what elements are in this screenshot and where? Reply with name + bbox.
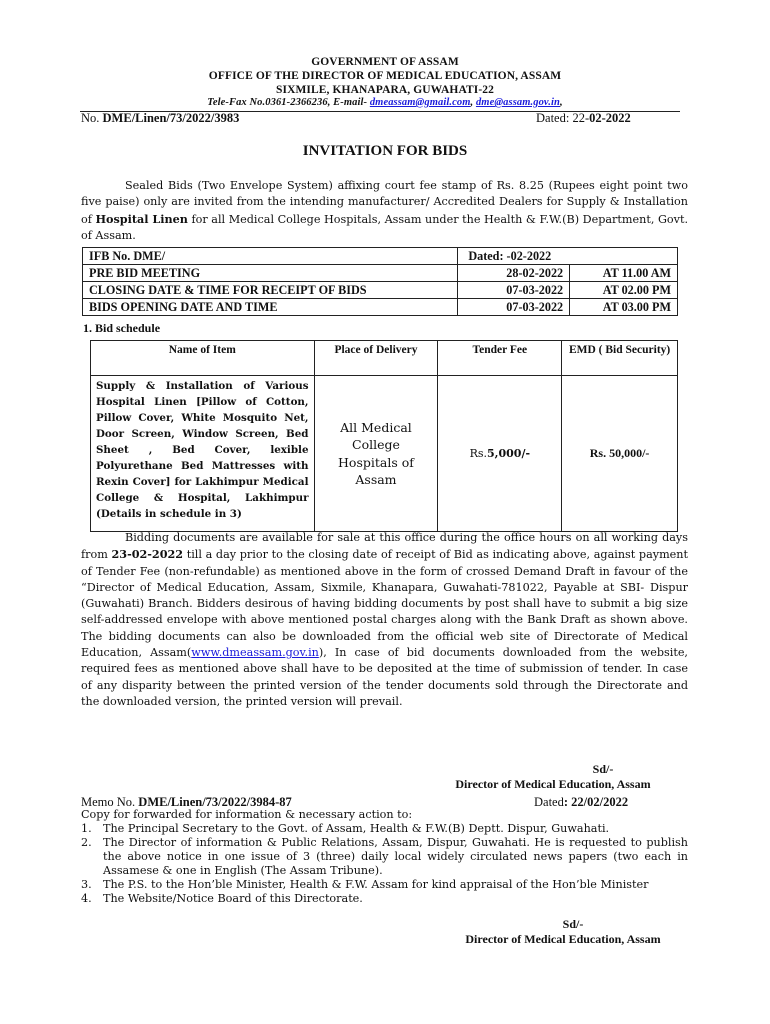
tender-fee-value: 5,000/- [487,447,531,460]
copy-intro: Copy for forwarded for information & necessary action to: [81,808,413,821]
copy-list [81,808,688,906]
delivery-place [314,376,438,532]
copy-item-number: 3. [81,878,92,891]
copy-item-number: 1. [81,822,92,835]
copy-item-2 [81,836,688,878]
bidding-text: Bidding documents are available for sale at this office during the office hours on all working days from [81,531,688,562]
prebid-date: 28-02-2022 [458,265,570,282]
tender-fee-prefix: Rs. [469,447,488,460]
opening-label: BIDS OPENING DATE AND TIME [83,299,458,316]
signature-sd: Sd/- [592,762,614,776]
reference-label: No. [81,111,103,125]
closing-time: AT 02.00 PM [570,282,678,299]
memo-label: Memo No. [81,795,139,809]
email-link-gov[interactable]: dme@assam.gov.in [475,97,560,108]
ifb-number-label: IFB No. DME/ [83,248,458,265]
col-emd: EMD ( Bid Security) [562,341,678,376]
item-description: Supply & Installation of Various Hospital Linen [Pillow of Cotton, Pillow Cover, White Mosquito Net, Door Screen, Window Screen, Bed Sheet , Bed Cover, lexible Polyurethane Bed Mattresses with Rexin Cover] for Lakhimpur Medical College & Hospital, Lakhimpur (Details in schedule in 3) [91,376,315,532]
sale-start-date: 23-02-2022 [111,547,184,562]
reference-date-label: Dated: 22- [536,111,590,125]
copy-item-text: The Director of information & Public Relations, Assam, Dispur, Guwahati. He is requested to publish the above notice in one issue of 3 (three) daily local widely circulated news papers (two each in Assamese & one in English (The Assam Tribune). [103,836,688,877]
ifb-dated: Dated: -02-2022 [458,248,678,265]
emd-value: Rs. 50,000/- [562,376,678,532]
signature-designation: Director of Medical Education, Assam [455,777,651,791]
schedule-heading: 1. Bid schedule [83,321,161,335]
signature-block [440,762,666,792]
copy-item-4 [81,892,688,906]
email-separator: , [470,97,476,108]
bidding-paragraph [81,530,688,710]
signature-designation-memo: Director of Medical Education, Assam [465,932,661,946]
bidding-text-mid: till a day prior to the closing date of receipt of Bid as indicating above, against payment of Tender Fee (non-refundable) as mentioned above in the form of crossed Demand Draft in favour of the “Director of Medical Education, Assam, Sixmile, Khanapara, Guwahati-781022, Payable at SBI- Dispur (Guwahati) Branch. Bidders desirous of having bidding documents by post shall have to submit a big size self-addressed envelope with above mentioned postal charges along with the Bank Draft as shown above. The bidding documents can also be downloaded from the official web site of Directorate of Medical Education, Assam( [81,548,688,660]
ifb-row-prebid [83,265,678,282]
copy-item-text: The Website/Notice Board of this Directorate. [103,892,363,905]
page-title: INVITATION FOR BIDS [302,143,468,159]
fax-label: Tele-Fax No.0361-2366236, E-mail- [207,97,370,108]
copy-item-number: 2. [81,836,92,849]
bid-schedule-table [90,340,678,532]
copy-item-text: The P.S. to the Hon’ble Minister, Health & F.W. Assam for kind appraisal of the Hon’ble Minister [103,878,649,891]
opening-time: AT 03.00 PM [570,299,678,316]
copy-item-3 [81,878,688,892]
opening-date: 07-03-2022 [458,299,570,316]
delivery-place-text: All Medical College Hospitals of Assam [338,419,414,487]
schedule-row [91,376,678,532]
reference-value: DME/Linen/73/2022/3983 [102,111,240,125]
bidding-text-end: ), In case of bid documents downloaded from the website, required fees as mentioned above shall have to be deposited at the time of submission of tender. In case of any disparity between the printed version of the tender documents sold through the Directorate and the downloaded version, the printed version will prevail. [81,646,688,708]
memo-date-value: : 22/02/2022 [563,795,629,809]
signature-block-memo [440,917,686,947]
header-address: SIXMILE, KHANAPARA, GUWAHATI-22 [276,84,494,96]
header-contact [0,97,770,108]
intro-paragraph [81,178,688,244]
ifb-row-closing [83,282,678,299]
closing-label: CLOSING DATE & TIME FOR RECEIPT OF BIDS [83,282,458,299]
memo-value: DME/Linen/73/2022/3984-87 [138,795,292,809]
header-government: GOVERNMENT OF ASSAM [311,56,459,68]
closing-date: 07-03-2022 [458,282,570,299]
contact-suffix: , [559,97,563,108]
memo-date-label: Dated [534,795,564,809]
intro-text-end: for all Medical College Hospitals, Assam under the Health & F.W.(B) Department, Govt. of Assam. [81,212,688,242]
website-link[interactable]: www.dmeassam.gov.in [191,646,319,660]
copy-item-1 [81,822,688,836]
prebid-label: PRE BID MEETING [83,265,458,282]
schedule-header-row [91,341,678,376]
col-tender-fee: Tender Fee [438,341,562,376]
col-name-of-item: Name of Item [91,341,315,376]
header-office: OFFICE OF THE DIRECTOR OF MEDICAL EDUCATION, ASSAM [208,70,562,82]
prebid-time: AT 11.00 AM [570,265,678,282]
ifb-table [82,247,678,316]
ifb-row-number [83,248,678,265]
col-place-of-delivery: Place of Delivery [314,341,438,376]
copy-item-text: The Principal Secretary to the Govt. of Assam, Health & F.W.(B) Deptt. Dispur, Guwahati. [103,822,610,835]
reference-number [81,111,239,126]
email-link-gmail[interactable]: dmeassam@gmail.com [369,97,471,108]
reference-date-value: 02-2022 [589,111,631,125]
reference-date [536,111,631,126]
ifb-row-opening [83,299,678,316]
tender-fee [438,376,562,532]
signature-sd-memo: Sd/- [562,917,584,931]
copy-item-number: 4. [81,892,92,905]
intro-text: Sealed Bids (Two Envelope System) affixing court fee stamp of Rs. 8.25 (Rupees eight point two five paise) only are invited from the intending manufacturer/ Accredited Dealers for Supply & Installation of [81,179,688,226]
intro-item-name: Hospital Linen [95,211,188,226]
